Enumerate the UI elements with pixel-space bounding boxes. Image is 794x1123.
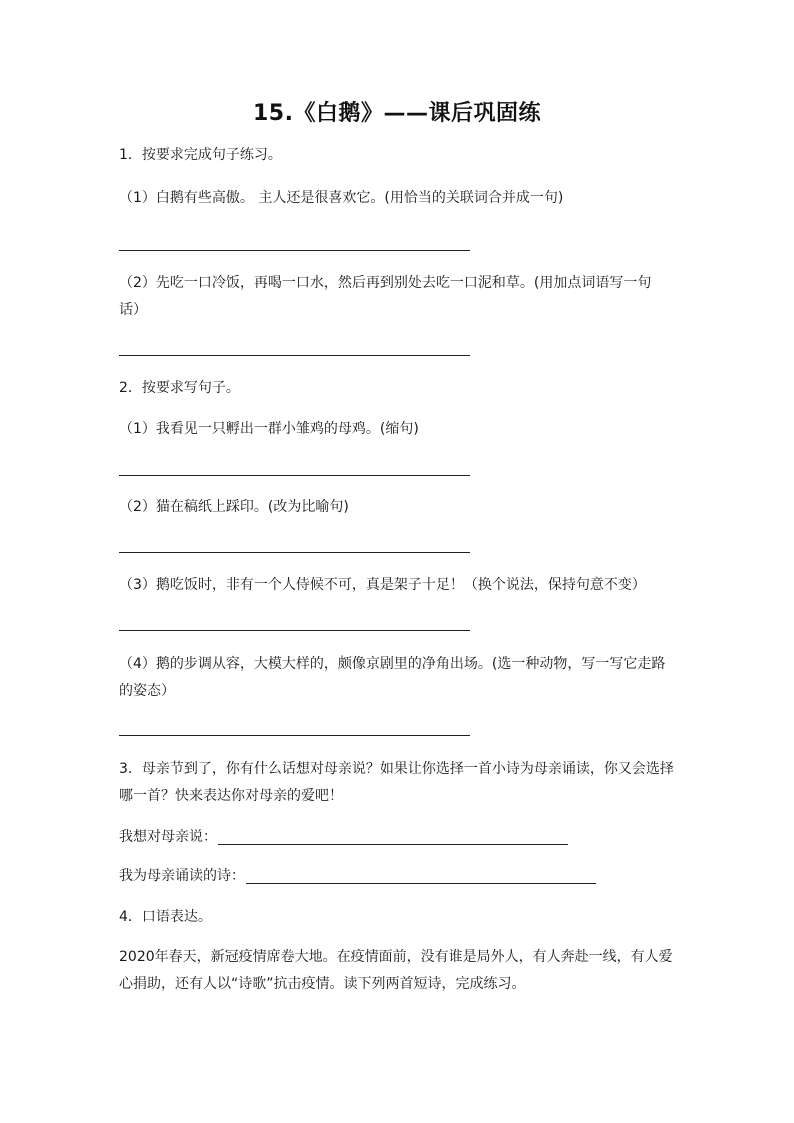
q1-sub1-prompt: （1）白鹅有些高傲。 主人还是很喜欢它。(用恰当的关联词合并成一句) [119,190,564,206]
q2-sub2-answer-line[interactable] [119,552,470,553]
q1-sub1-answer-line[interactable] [119,250,470,251]
q2-sub1-prompt: （1）我看见一只孵出一群小雏鸡的母鸡。(缩句) [119,421,419,437]
q4-paragraph-line1: 2020年春天，新冠疫情席卷大地。在疫情面前，没有谁是局外人，有人奔赴一线，有人爱 [119,949,673,965]
q3-prompt-line1: 3．母亲节到了，你有什么话想对母亲说？如果让你选择一首小诗为母亲诵读，你又会选择 [119,761,674,777]
q2-sub4-prompt-line1: （4）鹅的步调从容，大模大样的，颇像京剧里的净角出场。(选一种动物，写一写它走路 [119,656,666,672]
q2-heading: 2．按要求写句子。 [119,380,240,396]
q2-sub4-prompt-line2: 的姿态） [119,683,175,699]
q3-fill1-label: 我想对母亲说： [119,829,217,845]
q2-sub4-answer-line[interactable] [119,735,470,736]
q2-sub2-prompt: （2）猫在稿纸上踩印。(改为比喻句) [119,499,349,515]
q1-heading: 1．按要求完成句子练习。 [119,147,282,163]
q2-sub1-answer-line[interactable] [119,475,470,476]
q3-fill1-answer-line[interactable] [218,844,568,845]
q2-sub3-prompt: （3）鹅吃饭时，非有一个人侍候不可，真是架子十足！（换个说法，保持句意不变） [119,577,646,593]
page-title: 15.《白鹅》——课后巩固练 [253,101,541,126]
q3-fill2-label: 我为母亲诵读的诗： [119,868,245,884]
q3-prompt-line2: 哪一首？快来表达你对母亲的爱吧！ [119,788,343,804]
q1-sub2-answer-line[interactable] [119,355,470,356]
q1-sub2-prompt-line1: （2）先吃一口冷饭，再喝一口水，然后再到别处去吃一口泥和草。(用加点词语写一句 [119,275,652,291]
q2-sub3-answer-line[interactable] [119,630,470,631]
q3-fill2-answer-line[interactable] [246,883,596,884]
q1-sub2-prompt-line2: 话） [119,302,147,318]
q4-heading: 4．口语表达。 [119,909,212,925]
q4-paragraph-line2: 心捐助，还有人以“诗歌”抗击疫情。读下列两首短诗，完成练习。 [119,976,526,992]
